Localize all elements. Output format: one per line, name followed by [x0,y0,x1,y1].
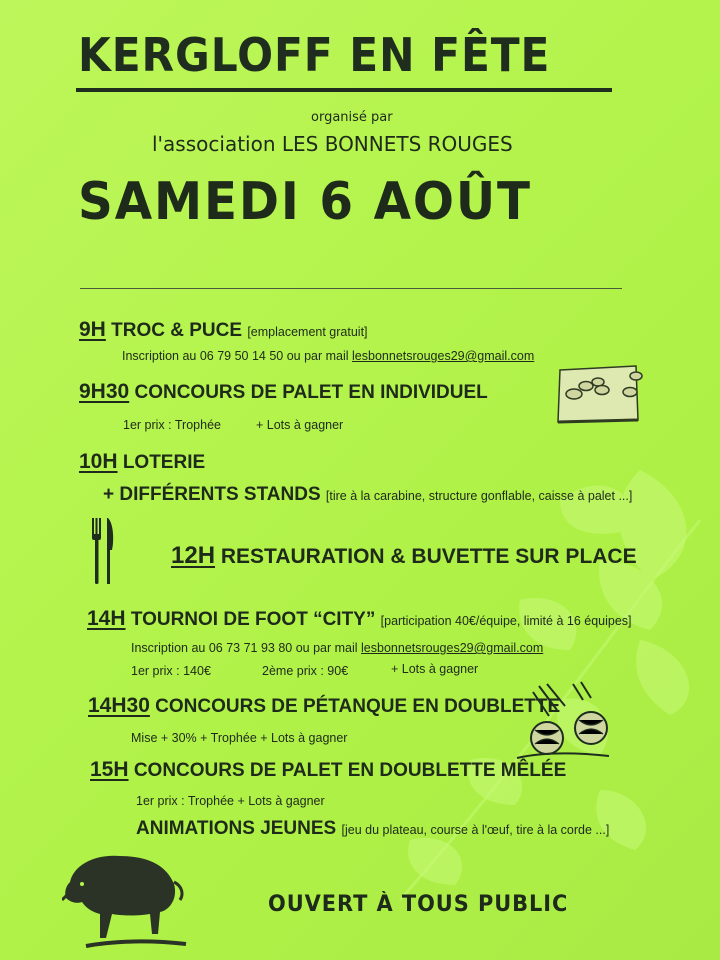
event-detail: [participation 40€/équipe, limité à 16 équipes] [380,614,632,628]
stands-detail: [tire à la carabine, structure gonflable, caisse à palet ...] [325,489,633,503]
event-name: LOTERIE [122,452,206,473]
event-9h-info [122,349,534,363]
footer-text: OUVERT À TOUS PUBLIC [268,892,569,917]
prize-first: 1er prix : Trophée + Lots à gagner [136,794,325,808]
email-link: lesbonnetsrouges29@gmail.com [352,349,535,363]
event-14h30 [88,694,560,718]
page-title [78,28,591,82]
petanque-balls-icon [513,680,613,764]
prize-first: Mise + 30% + Trophée + Lots à gagner [131,731,348,745]
email-link: lesbonnetsrouges29@gmail.com [361,641,544,655]
prize-first: 1er prix : Trophée [123,418,221,432]
event-date [78,172,566,232]
event-14h [87,607,632,631]
event-time: 14H30 [88,694,150,717]
stands-name: + DIFFÉRENTS STANDS [103,484,321,505]
association-name: l'association LES BONNETS ROUGES [152,132,513,156]
fork-knife-icon [90,516,118,586]
event-name: CONCOURS DE PALET EN DOUBLETTE MÊLÉE [133,760,567,781]
prize-extra: + Lots à gagner [391,662,479,676]
event-time: 9H [79,318,106,341]
event-15h [90,758,566,782]
separator-line [80,288,622,289]
title-text: KERGLOFF EN FÊTE [78,28,551,82]
event-detail: [emplacement gratuit] [247,325,368,339]
prize-extra: + Lots à gagner [256,418,344,432]
event-name: CONCOURS DE PÉTANQUE EN DOUBLETTE [155,696,561,717]
info-text: Inscription au 06 73 71 93 80 ou par mail [131,641,358,655]
title-underline [76,88,612,92]
footer-open-public [268,892,584,917]
event-time: 12H [171,542,216,569]
event-time: 10H [79,450,118,473]
event-9h [79,318,368,342]
event-time: 15H [90,758,129,781]
event-stands [103,484,632,506]
animations-jeunes [136,818,609,840]
animations-name: ANIMATIONS JEUNES [136,818,337,839]
organised-by: organisé par [311,110,393,125]
event-time: 14H [87,607,126,630]
event-name: TOURNOI DE FOOT “CITY” [130,609,376,630]
palet-board-icon [556,362,648,428]
boar-icon [62,842,188,954]
event-name: TROC & PUCE [111,320,243,341]
event-12h [171,542,637,570]
event-10h [79,450,205,474]
event-9h30 [79,380,488,404]
event-name: RESTAURATION & BUVETTE SUR PLACE [220,545,637,568]
prize-first: 1er prix : 140€ [131,664,211,678]
event-time: 9H30 [79,380,130,403]
event-14h-info [131,641,543,655]
prize-second: 2ème prix : 90€ [262,664,349,678]
info-text: Inscription au 06 79 50 14 50 ou par mail [122,349,349,363]
date-text: SAMEDI 6 AOÛT [78,172,532,232]
animations-detail: [jeu du plateau, course à l'œuf, tire à la corde ...] [341,823,610,837]
event-name: CONCOURS DE PALET EN INDIVIDUEL [134,382,488,403]
